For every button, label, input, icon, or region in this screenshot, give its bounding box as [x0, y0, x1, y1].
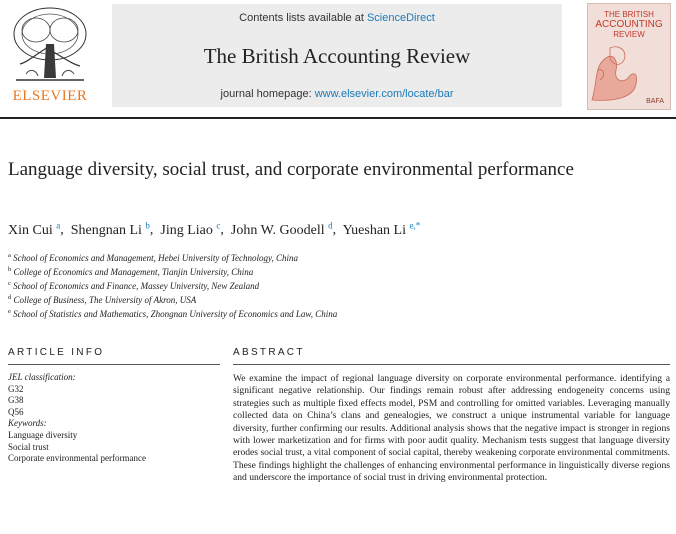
affiliation-text: School of Statistics and Mathematics, Zhongnan University of Economics and Law, China — [13, 309, 338, 319]
keyword: Corporate environmental performance — [8, 453, 146, 464]
author-affiliation-mark[interactable]: a — [56, 220, 61, 230]
affiliation-mark: b — [8, 266, 12, 273]
affiliation-list — [8, 250, 668, 320]
keyword: Language diversity — [8, 429, 78, 440]
author-name: Yueshan Li — [342, 222, 406, 238]
abstract-text: We examine the impact of regional language diversity on corporate environmental performance. identifying a significant negative relationship. Our findings remain robust after addressing endogeneity concerns using strategies such as multiple fixed effects model, PSM and controlling for omitted variables. Leveraging manually collected data on China’s clans and genealogies, we construct a unique instrumental variable for language diversity, further confirming our results. Additional analysis shows that the negative impact is stronger in regions with lower marketization and for firms with poor audit quality. Mechanism tests suggest that language diversity erodes social trust, a vital component of social capital, thereby weakening corporate environmental commitments. These findings highlight the challenges of enhancing environmental performance in linguistically diverse regions and underscore the importance of social trust in driving environmental protection. — [233, 373, 670, 484]
author[interactable] — [160, 220, 221, 238]
affiliation — [8, 292, 668, 306]
affiliation-mark: d — [8, 294, 12, 301]
author-name: Jing Liao — [160, 222, 213, 238]
cover-brand — [588, 10, 670, 39]
journal-homepage-link[interactable]: www.elsevier.com/locate/bar — [314, 88, 454, 100]
jel-code: G32 — [8, 383, 24, 394]
abstract-divider — [233, 364, 670, 365]
cover-brand-line: ACCOUNTING — [595, 19, 663, 30]
journal-cover[interactable] — [587, 3, 671, 110]
header-divider — [0, 117, 676, 119]
affiliation-mark: a — [8, 252, 11, 259]
journal-title[interactable]: The British Accounting Review — [203, 44, 471, 68]
sciencedirect-link[interactable]: ScienceDirect — [366, 12, 435, 24]
affiliation — [8, 278, 668, 292]
contents-line — [112, 12, 562, 24]
affiliation — [8, 250, 668, 264]
cover-acronym: BAFA — [646, 98, 664, 105]
jel-label: JEL classification: — [8, 372, 76, 382]
affiliation-text: School of Economics and Management, Hebei University of Technology, China — [13, 253, 299, 263]
affiliation-mark: c — [8, 280, 11, 287]
affiliation-mark: e — [8, 308, 11, 315]
keywords-label: Keywords: — [8, 418, 47, 429]
author[interactable] — [230, 220, 333, 238]
homepage-line — [112, 88, 562, 100]
author-list: Xin Cui $^a$, Shengnan Li $^b$, Jing Liao $^c$, John W. Goodell $^d$, Yueshan Li $^{e,*}$ — [8, 220, 421, 238]
cover-brand-line: THE BRITISH — [604, 10, 654, 19]
author-affiliation-mark[interactable]: e,* — [409, 220, 421, 230]
article-info-divider — [8, 364, 220, 365]
article-info-heading: ARTICLE INFO — [8, 347, 105, 358]
author-name: John W. Goodell — [230, 222, 325, 238]
article-info — [8, 372, 220, 465]
affiliation — [8, 306, 668, 320]
author-name: Shengnan Li — [70, 222, 142, 238]
author-affiliation-mark[interactable]: d — [328, 220, 333, 230]
affiliation — [8, 264, 668, 278]
paper-title: Language diversity, social trust, and corporate environmental performance — [8, 159, 574, 180]
homepage-prefix: journal homepage: — [220, 88, 315, 100]
author[interactable] — [70, 220, 150, 238]
journal-masthead — [112, 4, 562, 107]
cover-brand-line: REVIEW — [613, 30, 645, 39]
jel-code: G38 — [8, 395, 24, 406]
author-affiliation-mark[interactable]: c — [216, 220, 221, 230]
author-name: Xin Cui — [8, 222, 53, 238]
keyword: Social trust — [8, 441, 49, 452]
affiliation-text: School of Economics and Finance, Massey University, New Zealand — [13, 281, 260, 291]
contents-prefix: Contents lists available at — [239, 12, 367, 24]
author[interactable] — [342, 220, 421, 238]
author-affiliation-mark[interactable]: b — [145, 220, 150, 230]
cover-art-icon — [588, 40, 670, 104]
affiliation-text: College of Economics and Management, Tianjin University, China — [13, 267, 254, 277]
elsevier-tree-icon — [6, 4, 94, 88]
affiliation-text: College of Business, The University of Akron, USA — [13, 295, 197, 305]
jel-code: Q56 — [8, 406, 24, 417]
publisher-name: ELSEVIER — [12, 88, 88, 104]
author[interactable] — [8, 220, 61, 238]
abstract-heading: ABSTRACT — [233, 347, 305, 358]
